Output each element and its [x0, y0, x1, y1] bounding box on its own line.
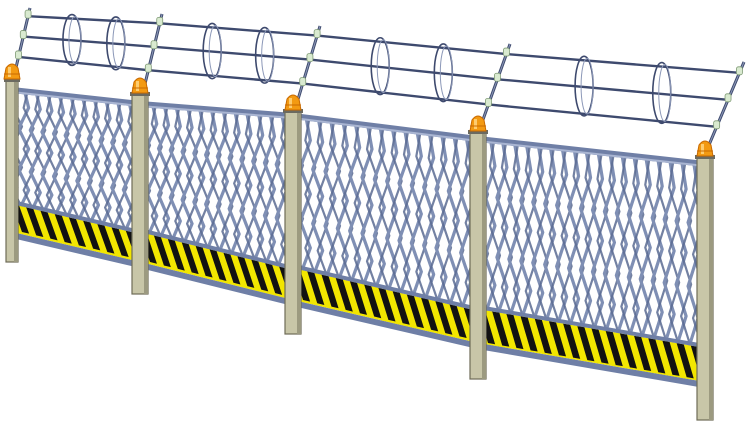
insulator — [300, 78, 306, 86]
post-shade — [14, 80, 18, 262]
fence-post-5 — [695, 141, 715, 420]
insulator — [25, 10, 31, 18]
insulator — [714, 121, 720, 129]
lamp-glint — [474, 119, 477, 129]
post-shade — [482, 132, 486, 379]
post-shade — [297, 111, 301, 334]
outrigger-arm-highlight — [480, 44, 510, 128]
post-shade — [144, 94, 148, 294]
insulator — [157, 17, 163, 25]
fence-panels — [0, 86, 750, 388]
insulator — [15, 51, 21, 59]
fence-post-4 — [468, 116, 488, 379]
insulator — [314, 30, 320, 38]
outrigger-arm-highlight — [706, 62, 744, 152]
insulator — [736, 67, 742, 75]
insulator — [725, 94, 731, 102]
insulator — [485, 98, 491, 106]
hazard-stripe — [719, 350, 736, 385]
insulator — [307, 54, 313, 62]
insulator — [20, 31, 26, 39]
lamp-glint — [701, 144, 704, 154]
hazard-stripe — [733, 353, 750, 388]
insulator — [503, 48, 509, 56]
insulator — [494, 73, 500, 81]
lamp-glint — [8, 67, 11, 77]
fence-post-1 — [4, 64, 20, 262]
fence-post-2 — [130, 78, 150, 294]
hazard-stripe — [0, 197, 1, 227]
fence-post-3 — [283, 95, 303, 334]
insulator — [145, 64, 151, 72]
lamp-glint — [136, 81, 139, 91]
post-shade — [709, 157, 713, 420]
lamp-glint — [289, 98, 292, 108]
insulator — [151, 41, 157, 49]
